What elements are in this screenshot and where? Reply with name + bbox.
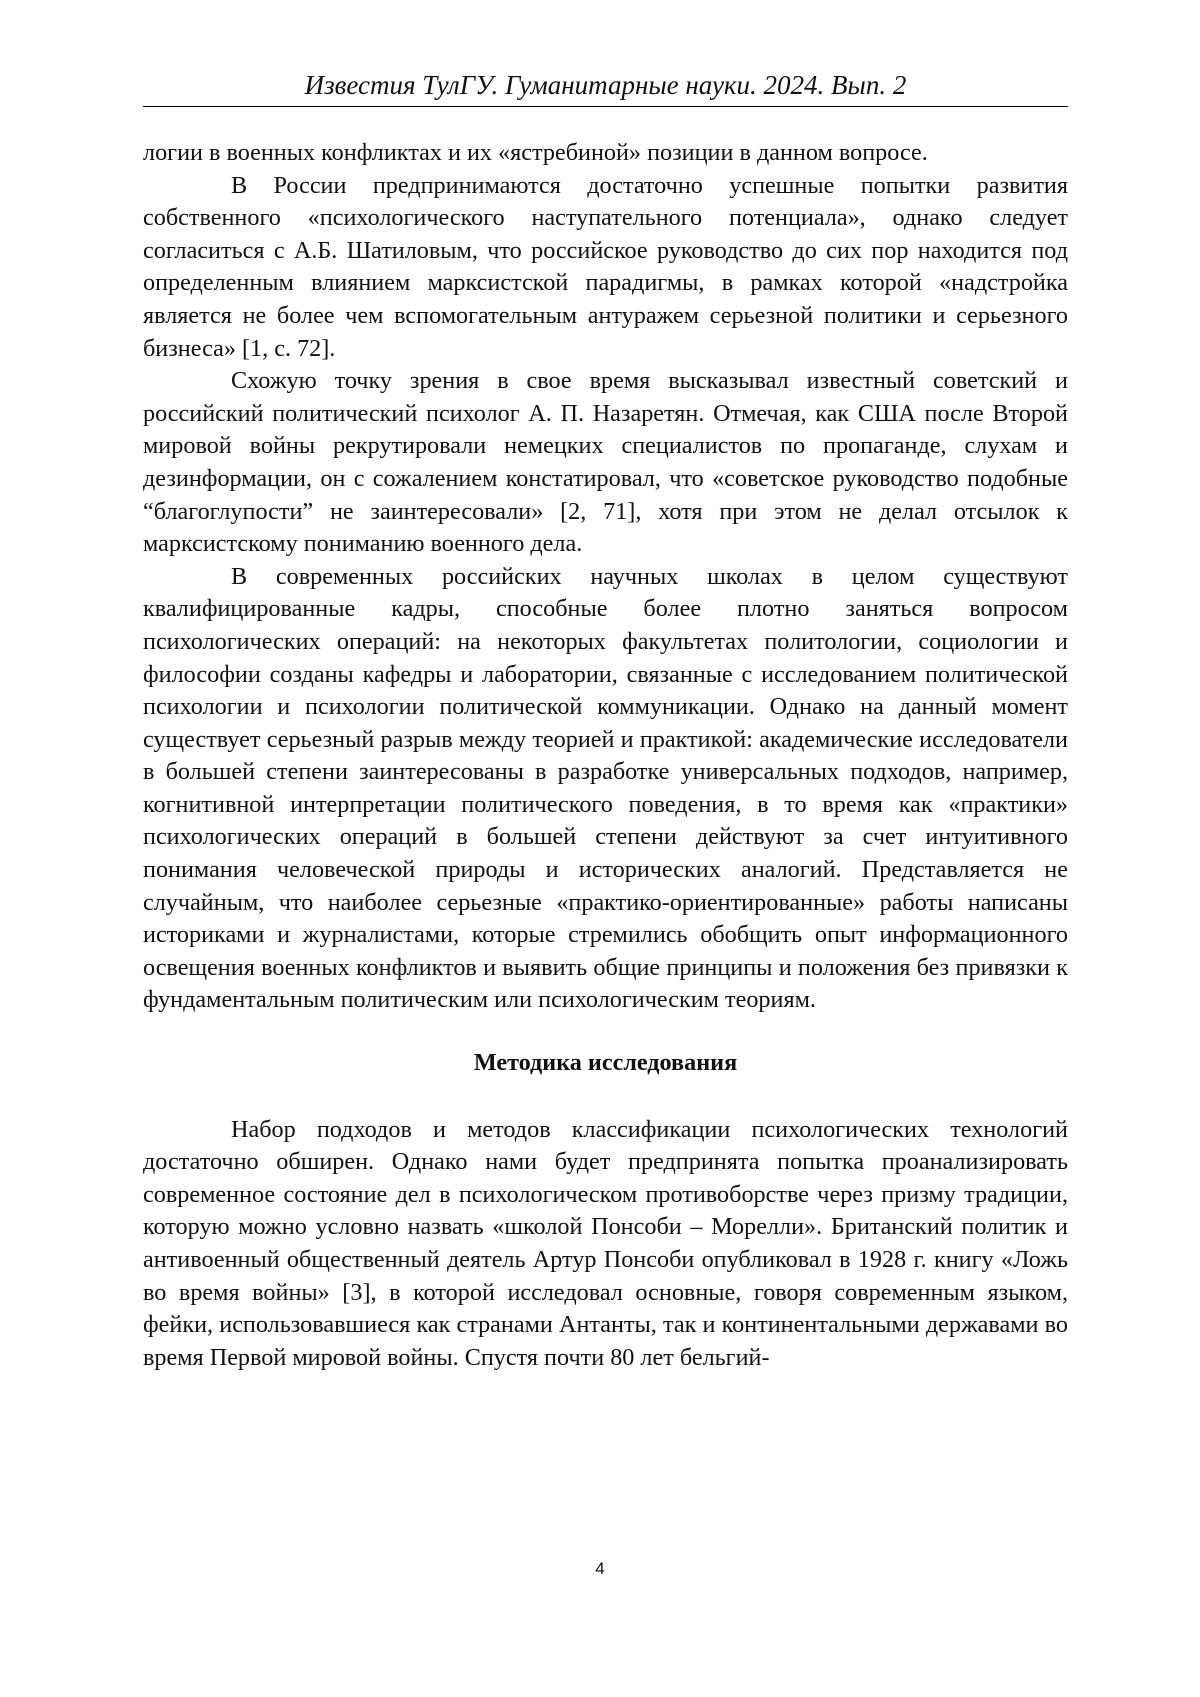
body-text-after-section <box>143 1114 1068 1375</box>
page-number: 4 <box>595 1559 605 1578</box>
paragraph: Набор подходов и методов классификации психологических технологий достаточно обширен. Однако нами будет предпринята попытка проанализировать современное состояние дел в психологическом противоборстве через призму традиции, которую можно условно назвать «школой Понсоби – Морелли». Британский политик и антивоенный общественный деятель Артур Понсоби опубликовал в 1928 г. книгу «Ложь во время войны» [3], в которой исследовал основные, говоря современным языком, фейки, использовавшиеся как странами Антанты, так и континентальными державами во время Первой мировой войны. Спустя почти 80 лет бельгий- <box>143 1115 1068 1371</box>
body-text-before-section <box>143 137 1068 1017</box>
page-content <box>143 68 1068 1374</box>
section-title: Методика исследования <box>473 1049 738 1077</box>
running-head: Известия ТулГУ. Гуманитарные науки. 2024. Вып. 2 <box>143 68 1068 107</box>
paragraph: В России предпринимаются достаточно успешные попытки развития собственного «психологического наступательного потенциала», однако следует согласиться с А.Б. Шатиловым, что российское руководство до сих пор находится под определенным влиянием марксистской парадигмы, в рамках которой «надстройка является не более чем вспомогательным антуражем серьезной политики и серьезного бизнеса» [1, с. 72]. <box>143 171 1068 362</box>
paragraph: логии в военных конфликтах и их «ястребиной» позиции в данном вопросе. <box>143 139 928 166</box>
paragraph: Схожую точку зрения в свое время высказывал известный советский и российский политический психолог А. П. Назаретян. Отмечая, как США после Второй мировой войны рекрутировали немецких специалистов по пропаганде, слухам и дезинформации, он с сожалением констатировал, что «советское руководство подобные “благоглупости” не заинтересовали» [2, 71], хотя при этом не делал отсылок к марксистскому пониманию военного дела. <box>143 367 1068 558</box>
paragraph: В современных российских научных школах в целом существуют квалифицированные кадры, способные более плотно заняться вопросом психологических операций: на некоторых факультетах политологии, социологии и философии созданы кафедры и лаборатории, связанные с исследованием политической психологии и психологии политической коммуникации. Однако на данный момент существует серьезный разрыв между теорией и практикой: академические исследователи в большей степени заинтересованы в разработке универсальных подходов, например, когнитивной интерпретации политического поведения, в то время как «практики» психологических операций в большей степени действуют за счет интуитивного понимания человеческой природы и исторических аналогий. Представляется не случайным, что наиболее серьезные «практико-ориентированные» работы написаны историками и журналистами, которые стремились обобщить опыт информационного освещения военных конфликтов и выявить общие принципы и положения без привязки к фундаментальным политическим или психологическим теориям. <box>143 562 1068 1014</box>
